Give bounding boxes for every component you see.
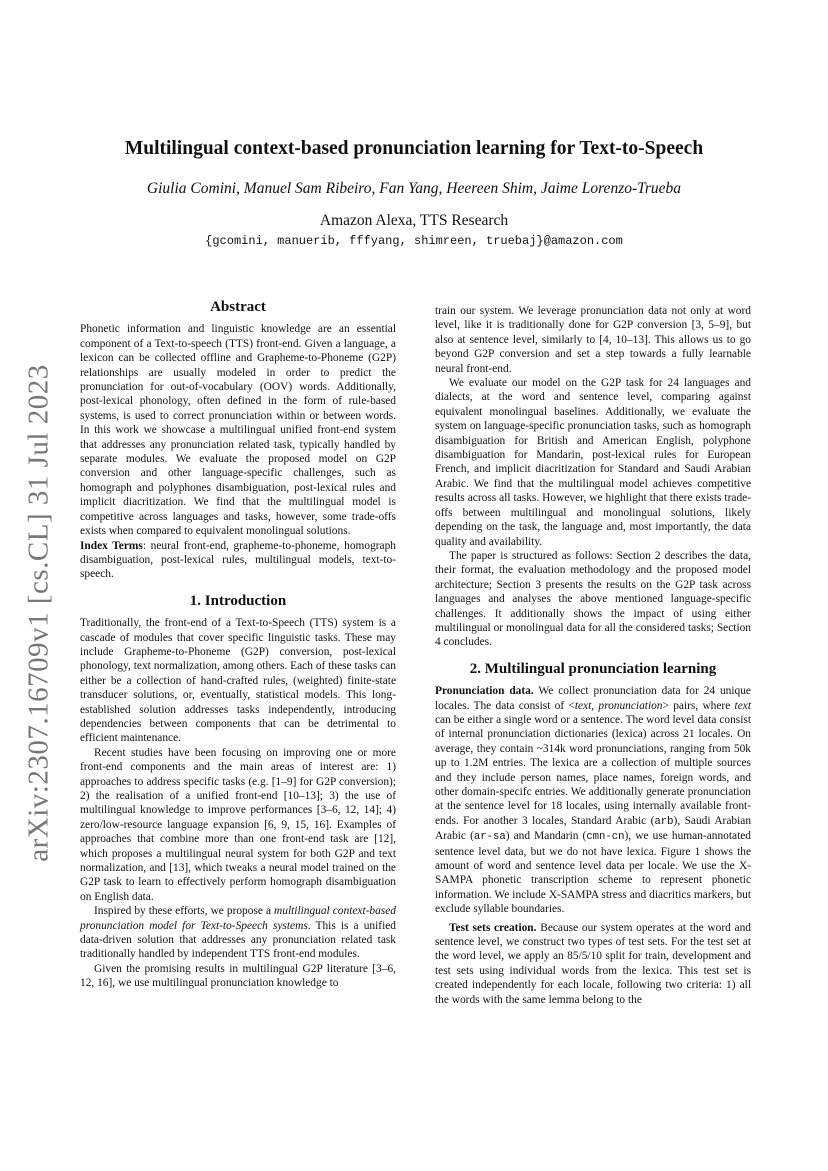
arxiv-identifier: arXiv:2307.16709v1 [cs.CL] 31 Jul 2023 bbox=[22, 363, 55, 862]
test-sets-label: Test sets creation. bbox=[449, 921, 537, 934]
pd-part-1: We collect pronunciation data for 24 unique locales. The data consist of < bbox=[435, 685, 751, 712]
pd-part-3: can be either a single word or a sentence. The word level data consist of internal pronunciation dictionaries (lexica) across 21 locales. On average, they contain ~314k word pronunciations, ranging from 50k up to 1.2M entries. The lexica are a collection of multiple sources and they include person names, place names, foreign words, and other domain-specifc entries. We additionally generate pronunciation at the sentence level for 18 locales, using internally available front-ends. For another 3 locales, Standard Arabic ( bbox=[435, 713, 751, 827]
left-column bbox=[80, 300, 396, 991]
pronunciation-data-label: Pronunciation data. bbox=[435, 685, 534, 698]
affiliation: Amazon Alexa, TTS Research bbox=[319, 212, 509, 229]
intro-paragraph-1: Traditionally, the front-end of a Text-to-Speech (TTS) system is a cascade of modules that cover specific linguistic tasks. These may include Grapheme-to-Phoneme (G2P) conversion, post-lexical phonology, text normalization, among others. Each of these tasks can either be a collection of hand-crafted rules, (weighted) finite-state transducer solutions, or, eventually, statistical models. This long-established solution addresses tasks independently, introducing dependencies between components that can be detrimental to efficient maintenance. bbox=[80, 617, 396, 745]
intro-p3-start: Inspired by these efforts, we propose a bbox=[94, 905, 275, 918]
index-terms-label: Index Terms bbox=[80, 539, 143, 552]
intro-paragraph-2: Recent studies have been focusing on improving one or more front-end components and the main areas of interest are: 1) approaches to address specific tasks (e.g. [1–9] for G2P conversion); 2) the realisation of a unified front-end [10–13]; 3) the use of multilingual knowledge to improve performances [3–6, 12, 14]; 4) zero/low-resource language expansion [6, 9, 15, 16]. Examples of approaches that combine more than one front-end task are [12], which proposes a multilingual neural system for both G2P and text normalization, and [13], which tweaks a neural model trained on the G2P task to learn to effectively perform homograph disambiguation on English data. bbox=[80, 746, 396, 903]
intro-paragraph-3 bbox=[80, 904, 396, 962]
test-sets-paragraph bbox=[435, 921, 751, 1007]
section-2-heading: 2. Multilingual pronunciation learning bbox=[469, 660, 717, 677]
pd-code-arb: arb bbox=[654, 815, 674, 828]
paper-title: Multilingual context-based pronunciation learning for Text-to-Speech bbox=[124, 138, 704, 159]
index-terms bbox=[80, 539, 396, 582]
pd-part-6: ), we use human-annotated sentence level data, but we do not have lexica. Figure 1 shows the amount of word and sentence level data per locale. We use the X-SAMPA phonetic transcription scheme to represent phonetic information. We include X-SAMPA stress and diacritics markers, but exclude syllable boundaries. bbox=[435, 830, 751, 916]
pronunciation-data-paragraph bbox=[435, 684, 751, 917]
intro-p3-emphasis: multilingual context-based pronunciation model for Text-to-Speech systems bbox=[80, 905, 396, 932]
right-paragraph-2: We evaluate our model on the G2P task for 24 languages and dialects, at the word and sentence level, comparing against equivalent monolingual baselines. Additionally, we evaluate the system on language-specific pronunciation tasks, such as homograph disambiguation for British and American English, polyphone disambiguation for Mandarin, post-lexical rules for European French, and implicit diacritization for Standard and Saudi Arabian Arabic. We find that the multilingual model achieves competitive results across all tasks. However, we highlight that there exists trade-offs between multilingual and monolingual solutions, likely depending on the task, the language and, most importantly, the data quality and availability. bbox=[435, 377, 751, 548]
pd-emphasis-pair: text, pronunciation bbox=[574, 699, 663, 712]
intro-paragraph-4: Given the promising results in multilingual G2P literature [3–6, 12, 16], we use multilingual pronunciation knowledge to bbox=[80, 962, 396, 990]
introduction-heading: 1. Introduction bbox=[189, 592, 287, 609]
pd-part-4: ), Saudi Arabian Arabic ( bbox=[435, 814, 752, 843]
abstract-heading: Abstract bbox=[210, 299, 266, 315]
author-emails: {gcomini, manuerib, fffyang, shimreen, truebaj}@amazon.com bbox=[205, 234, 623, 248]
intro-p3-end: . This is a unified data-driven solution that addresses any pronunciation related task traditionally handled by independent TTS front-end modules. bbox=[80, 919, 396, 961]
pd-part-5: ) and Mandarin ( bbox=[505, 830, 587, 843]
arxiv-sidebar bbox=[18, 363, 60, 862]
right-paragraph-3: The paper is structured as follows: Section 2 describes the data, their format, the evaluation methodology and the proposed model architecture; Section 3 presents the results on the G2P task across languages and analyses the above mentioned language-specific challenges. It additionally shows the impact of using either multilingual or monolingual data for all the considered tasks; Section 4 concludes. bbox=[435, 549, 751, 649]
pd-code-cmn-cn: cmn-cn bbox=[586, 831, 625, 844]
index-terms-text: : neural front-end, grapheme-to-phoneme, homograph disambiguation, post-lexical rules, multilingual models, text-to-speech. bbox=[80, 539, 396, 581]
right-paragraph-1: train our system. We leverage pronunciation data not only at word level, like it is traditionally done for G2P conversion [3, 5–9], but also at sentence level, similarly to [4, 10–13]. This allows us to go beyond G2P conversion and set a step towards a fully learnable neural front-end. bbox=[435, 305, 751, 375]
pd-code-ar-sa: ar-sa bbox=[473, 831, 506, 844]
abstract-text: Phonetic information and linguistic knowledge are an essential component of a Text-to-speech (TTS) front-end. Given a language, a lexicon can be collected offline and Grapheme-to-Phoneme (G2P) relationships are usually modeled in order to predict the pronunciation for out-of-vocabulary (OOV) words. Additionally, post-lexical phonology, often defined in the form of rule-based systems, is used to correct pronunciation within or between words. In this work we showcase a multilingual unified front-end system that addresses any pronunciation related task, typically handled by separate modules. We evaluate the proposed model on G2P conversion and other language-specific challenges, such as homograph and polyphones disambiguation, post-lexical rules and implicit diacritization. We find that the multilingual model is competitive across languages and tasks, however, some trade-offs exists when compared to equivalent monolingual solutions. bbox=[80, 323, 396, 538]
pd-part-2: > pairs, where bbox=[662, 699, 735, 712]
pd-emphasis-text: text bbox=[734, 699, 751, 712]
right-column bbox=[435, 304, 751, 1007]
test-sets-text: Because our system operates at the word and sentence level, we construct two types of test sets. For the test set at the word level, we apply an 85/5/10 split for train, development and test sets using individual words from the lexica. This test set is created independently for each locale, following two criteria: 1) all the words with the same lemma belong to the bbox=[435, 921, 751, 1006]
author-list: Giulia Comini, Manuel Sam Ribeiro, Fan Yang, Heereen Shim, Jaime Lorenzo-Trueba bbox=[146, 180, 682, 197]
